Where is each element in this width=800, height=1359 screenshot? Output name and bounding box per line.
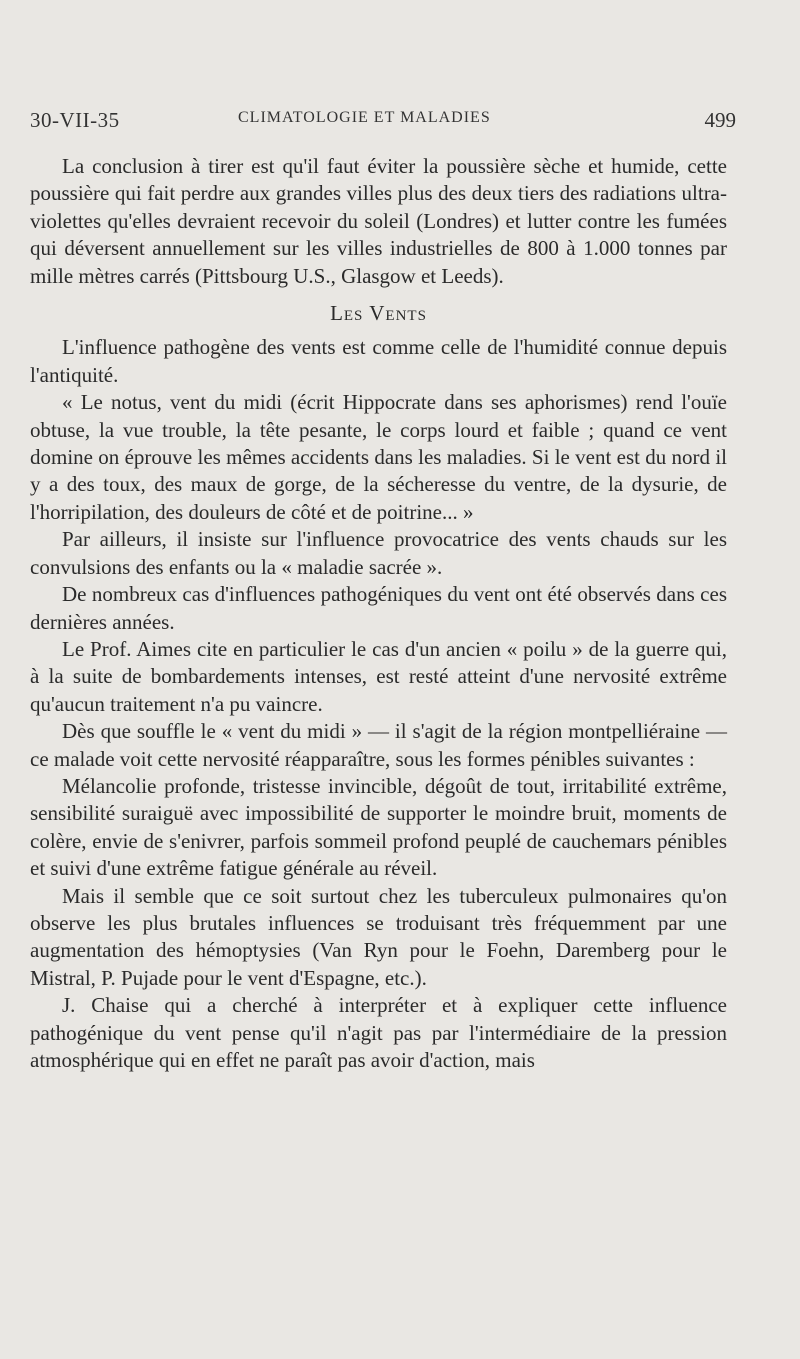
paragraph: Par ailleurs, il insiste sur l'influence provocatrice des vents chauds sur les convulsions des enfants ou la « maladie sacrée ». — [30, 527, 727, 579]
body-text — [30, 153, 727, 1074]
paragraph: « Le notus, vent du midi (écrit Hippocrate dans ses aphorismes) rend l'ouïe obtuse, la vue trouble, la tête pesante, le corps lourd et faible ; quand ce vent domine on éprouve les mêmes accidents dans les maladies. Si le vent est du nord il y a des toux, des maux de gorge, de la sécheresse du ventre, de la dysurie, de l'horripilation, des douleurs de côté et de poitrine... » — [30, 390, 727, 524]
paragraph: Mélancolie profonde, tristesse invincible, dégoût de tout, irritabilité extrême, sensibilité suraiguë avec impossibilité de supporter le moindre bruit, moments de colère, envie de s'enivrer, parfois sommeil profond peuplé de cauchemars pénibles et suivi d'une extrême fatigue générale au réveil. — [30, 773, 727, 881]
page-number: 499 — [704, 108, 736, 132]
paragraph: Le Prof. Aimes cite en particulier le cas d'un ancien « poilu » de la guerre qui, à la suite de bombardements intenses, est resté atteint d'une nervosité extrême qu'aucun traitement n'a pu vaincre. — [30, 636, 727, 716]
paragraph-intro: La conclusion à tirer est qu'il faut éviter la poussière sèche et humide, cette poussière qui fait perdre aux grandes villes plus des deux tiers des radiations ultra-violettes qu'elles devraient recevoir du soleil (Londres) et lutter contre les fumées qui déversent annuellement sur les villes industrielles de 800 à 1.000 tonnes par mille mètres carrés (Pittsbourg U.S., Glasgow et Leeds). — [30, 154, 727, 288]
paragraph: De nombreux cas d'influences pathogéniques du vent ont été observés dans ces dernières années. — [30, 582, 727, 634]
paragraph: J. Chaise qui a cherché à interpréter et à expliquer cette influence pathogénique du vent pense qu'il n'agit pas par l'intermédiaire de la pression atmosphérique qui en effet ne paraît pas avoir d'action, mais — [30, 993, 727, 1072]
section-title: Les Vents — [330, 301, 427, 326]
header-title: CLIMATOLOGIE ET MALADIES — [238, 109, 491, 126]
paragraph: Dès que souffle le « vent du midi » — il s'agit de la région montpelliéraine — ce malade voit cette nervosité réapparaître, sous les formes pénibles suivantes : — [30, 719, 727, 771]
paragraph: Mais il semble que ce soit surtout chez les tuberculeux pulmonaires qu'on observe les plus brutales influences se troduisant très fréquemment par une augmentation des hémoptysies (Van Ryn pour le Foehn, Daremberg pour le Mistral, P. Pujade pour le vent d'Espagne, etc.). — [30, 883, 727, 990]
header-date: 30-VII-35 — [30, 108, 120, 132]
running-header — [30, 104, 736, 134]
paragraph: L'influence pathogène des vents est comme celle de l'humidité connue depuis l'antiquité. — [30, 335, 727, 387]
